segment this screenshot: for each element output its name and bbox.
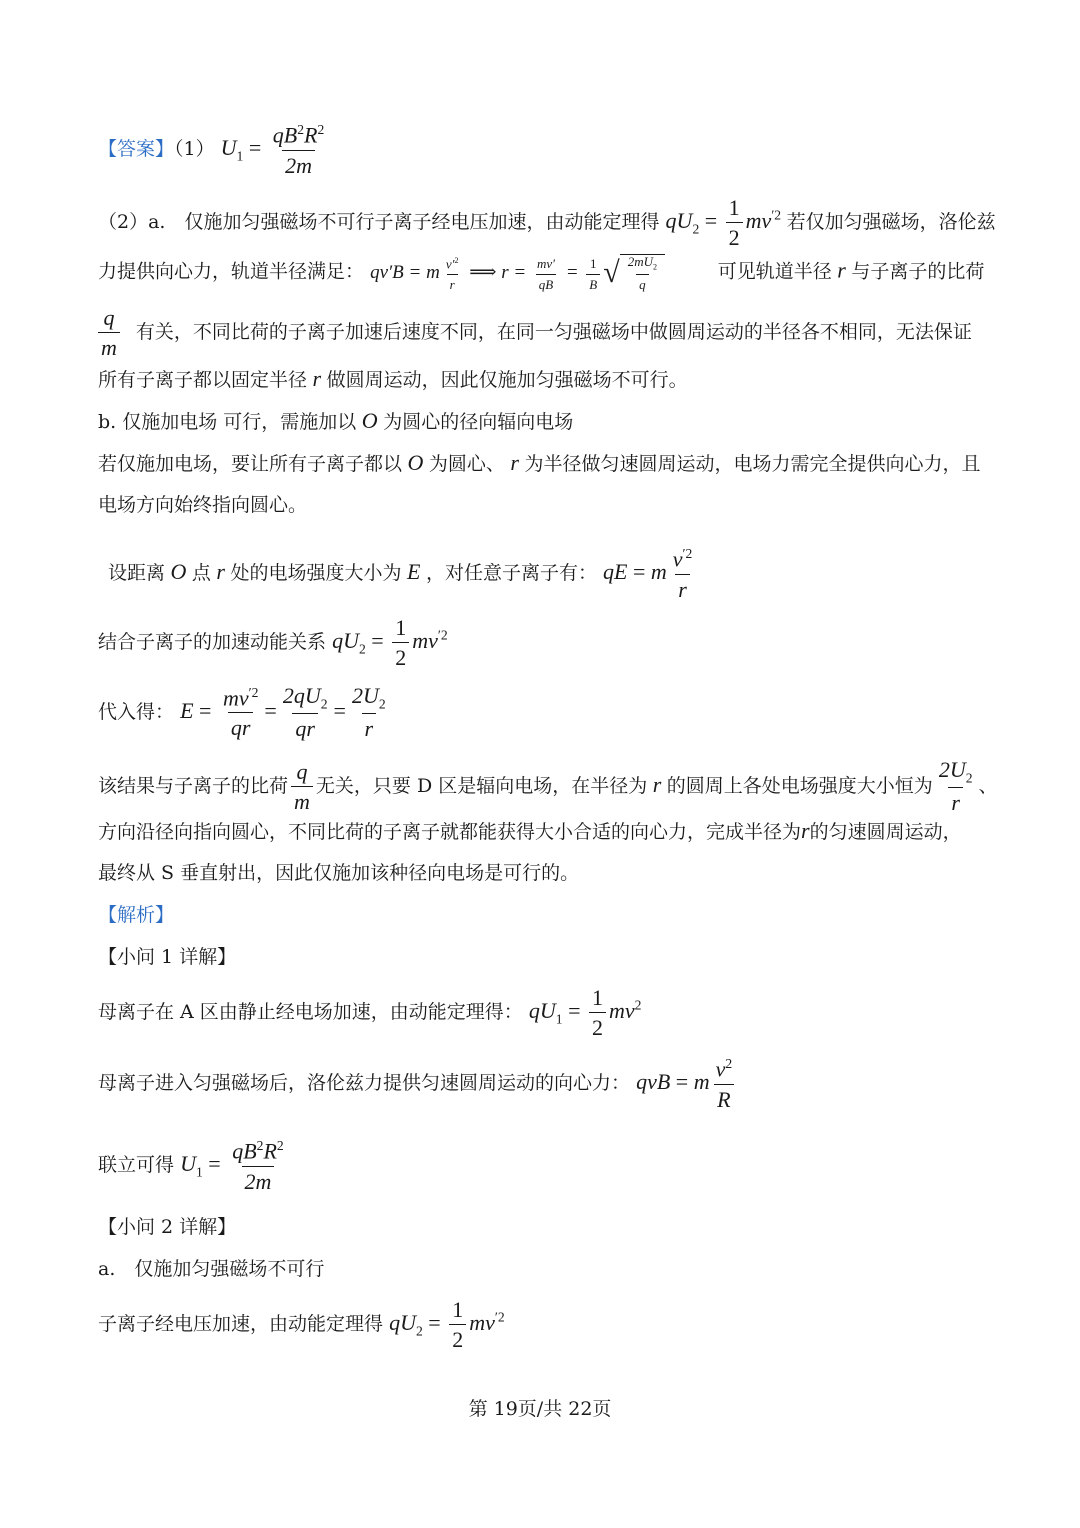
formula-qu2: $qU_2$ = $\frac{1}{2}$ $mv^{'2}$ [389,1297,505,1353]
formula-u1: $U_1$ = $\frac{qB^2R^2}{2m}$ [220,122,325,178]
kinetic-line: 结合子离子的加速动能关系 $qU_2$ = $\frac{1}{2}$ $mv^{'2}$ [98,615,448,671]
formula-kinetic: $qU_2$ = $\frac{1}{2}$ $mv^{'2}$ [332,615,448,671]
formula-e: E = $\frac{mv^{'2}}{qr}$ = $\frac{2qU_2}{qr}$ = $\frac{2U_2}{r}$ [180,683,386,742]
formula-q-over-m: $\frac{q}{m}$ [98,318,136,343]
part2-line: （2）a. 仅施加匀强磁场不可行子离子经电压加速，由动能定理得 $qU_2$ = $\frac{1}{2}$ $mv^{'2}$ 若仅加匀强磁场，洛伦兹 [98,195,996,251]
text-line: 所有子离子都以固定半径 r 做圆周运动，因此仅施加匀强磁场不可行。 [98,366,688,391]
answer-label: 【答案】 [98,137,175,160]
page-footer: 第 19页/共 22页 [468,1398,612,1420]
field-line: 设距离 O 点 r 处的电场强度大小为 E ，对任意子离子有： qE = m $\frac{v^{'2}}{r}$ [98,546,698,602]
part-b-line: b. 仅施加电场 可行，需施加以 O 为圆心的径向辐向电场 [98,408,574,433]
formula-qvb: qvB = m $\frac{v^2}{R}$ [636,1056,733,1112]
ratio-line: $\frac{q}{m}$ 有关，不同比荷的子离子加速后速度不同，在同一匀强磁场中做圆周运动的半径各不相同，无法保证 [98,306,972,360]
formula-qu1: $qU_1$ = $\frac{1}{2}$ $mv^2$ [528,985,642,1041]
text-line: 最终从 S 垂直射出，因此仅施加该种径向电场是可行的。 [98,862,580,884]
substitute-line: 代入得： E = $\frac{mv^{'2}}{qr}$ = $\frac{2qU_2}{qr}$ = $\frac{2U_2}{r}$ [98,684,392,742]
radius-line: 力提供向心力，轨道半径满足： qv′B = m $\frac{v'^2}{r}$ ⟹ r = $\frac{mv'}{qB}$ = $\frac{1}{B}$ √ $\frac{2mU_2}{q}$ 可见轨道半径 r 与子离子的比荷 [98,254,985,293]
accel-line: 母离子在 A 区由静止经电场加速，由动能定理得： $qU_1$ = $\frac{1}{2}$ $mv^2$ [98,985,642,1041]
formula-radius: qv′B = m $\frac{v'^2}{r}$ ⟹ r = $\frac{mv'}{qB}$ = $\frac{1}{B}$ √ $\frac{2mU_2}{q}$ [370,262,670,283]
accel2-line: 子离子经电压加速，由动能定理得 $qU_2$ = $\frac{1}{2}$ $mv^{'2}$ [98,1297,505,1353]
answer-line: 【答案】（1） $U_1$ = $\frac{qB^2R^2}{2m}$ [98,122,330,178]
text-line: a. 仅施加匀强磁场不可行 [98,1258,325,1280]
sub-question-2-label: 【小问 2 详解】 [98,1216,237,1238]
text-line: 若仅施加电场，要让所有子离子都以 O 为圆心、 r 为半径做匀速圆周运动，电场力需完全提供向心力，且 [98,450,981,475]
sub-question-1-label: 【小问 1 详解】 [98,946,237,968]
text-line: 方向沿径向指向圆心，不同比荷的子离子就都能获得大小合适的向心力，完成半径为r的匀速圆周运动， [98,818,962,843]
result-line: 该结果与子离子的比荷 $\frac{q}{m}$ 无关，只要 D 区是辐向电场，在半径为 r 的圆周上各处电场强度大小恒为 $\frac{2U_2}{r}$ 、 [98,757,998,816]
analysis-label: 【解析】 [98,904,175,926]
lorentz-line: 母离子进入匀强磁场后，洛伦兹力提供匀速圆周运动的向心力： qvB = m $\frac{v^2}{R}$ [98,1056,738,1112]
text-line: 电场方向始终指向圆心。 [98,494,308,516]
formula-qe: qE = m $\frac{v^{'2}}{r}$ [603,546,693,602]
formula-u1-result: $U_1$ = $\frac{qB^2R^2}{2m}$ [180,1138,284,1194]
combine-line: 联立可得 $U_1$ = $\frac{qB^2R^2}{2m}$ [98,1138,290,1194]
formula-energy: $qU_2$ = $\frac{1}{2}$ $mv^{'2}$ [665,195,782,251]
